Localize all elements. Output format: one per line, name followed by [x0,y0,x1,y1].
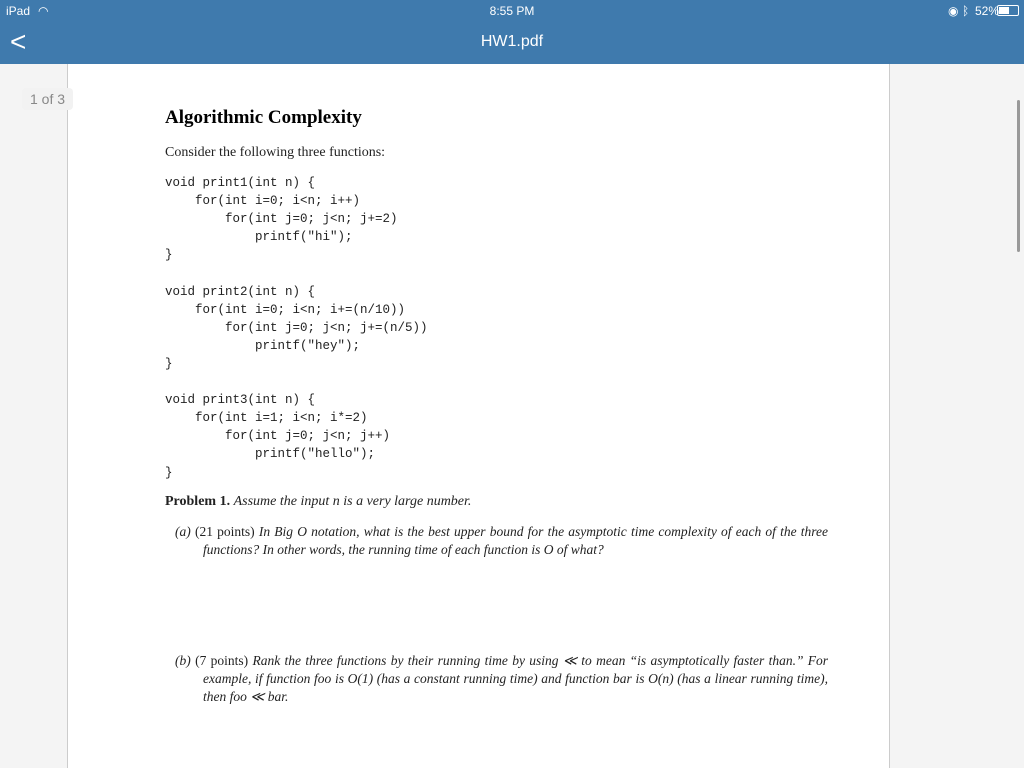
part-b-points: (7 points) [195,653,249,668]
battery-percent: 52% [975,4,1000,18]
part-a [175,523,828,559]
part-a-label: (a) [175,524,191,539]
wifi-icon: ◠ [38,4,49,18]
bluetooth-icon: ᛒ [962,4,970,18]
battery-icon [997,3,1019,17]
part-b [175,652,828,706]
heading: Algorithmic Complexity [165,107,362,128]
device-label: iPad [6,4,31,18]
problem-text: Assume the input n is a very large number. [233,494,472,509]
back-button[interactable]: < [10,26,27,57]
lock-rotation-icon: ◉ [948,4,959,18]
scrollbar[interactable] [1017,100,1020,252]
code-block: void print1(int n) { for(int i=0; i<n; i++) for(int j=0; j<n; j+=2) printf("hi"); } void print2(int n) { for(int i=0; i<n; i+=(n/10)) for(int j=0; j<n; j+=(n/5)) printf("hey"); } void print3(int n) { for(int i=1; i<n; i*=2) for(int j=0; j<n; j++) printf("hello"); } [165,176,428,480]
page-indicator: 1 of 3 [22,88,73,110]
problem-statement [165,494,471,510]
part-b-label: (b) [175,653,191,668]
problem-label: Problem 1. [165,494,231,509]
clock: 8:55 PM [489,4,535,18]
part-a-text: In Big O notation, what is the best upper bound for the asymptotic time complexity of each of the three functions? In other words, the running time of each function is O of what? [203,524,829,557]
part-a-points: (21 points) [194,524,255,539]
top-bar [0,0,1024,64]
intro-text: Consider the following three functions: [165,145,386,160]
part-b-text: Rank the three functions by their running time by using ≪ to mean “is asymptotically faster than.” For example, if function foo is O(1) (has a constant running time) and function bar is O(n) (has a linear running time), then foo ≪ bar. [203,653,829,704]
document-title: HW1.pdf [480,33,544,50]
